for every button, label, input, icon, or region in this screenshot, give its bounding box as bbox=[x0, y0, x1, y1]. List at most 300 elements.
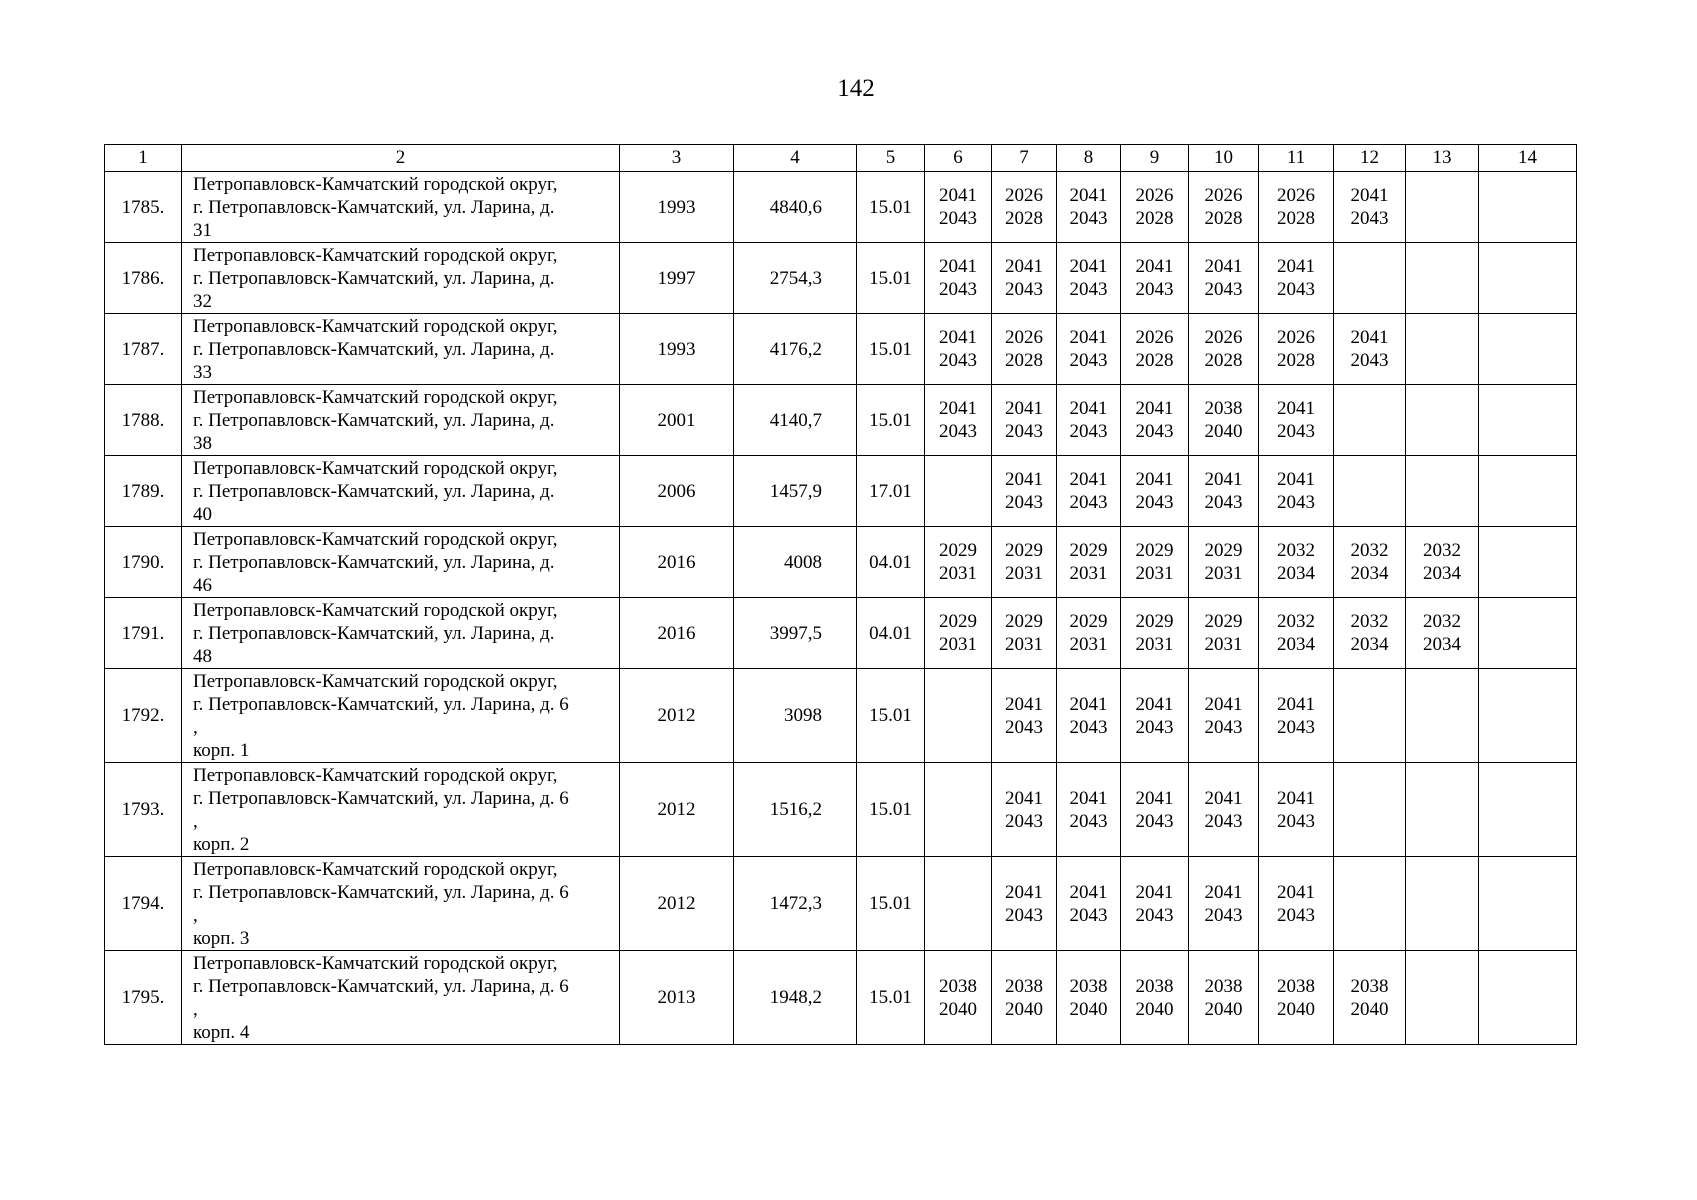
work-period-cell bbox=[1189, 763, 1259, 857]
column-number-header: 2 bbox=[182, 145, 620, 172]
period-year: 2032 bbox=[1277, 611, 1315, 632]
work-period-cell bbox=[1057, 951, 1121, 1045]
period-year: 2041 bbox=[1135, 881, 1174, 903]
period-year: 2043 bbox=[1204, 279, 1243, 300]
period-year: 2043 bbox=[1069, 904, 1108, 926]
period-year: 2043 bbox=[1135, 904, 1174, 926]
address-line: 48 bbox=[193, 645, 212, 667]
address-cell bbox=[182, 763, 620, 857]
address-line: г. Петропавловск-Камчатский, ул. Ларина, д. bbox=[193, 196, 555, 218]
work-period-cell bbox=[1057, 857, 1121, 951]
period-year: 2043 bbox=[1005, 421, 1043, 442]
work-period-cell bbox=[1479, 456, 1577, 527]
construction-year-cell: 2006 bbox=[620, 456, 734, 527]
work-period-cell bbox=[1259, 172, 1334, 243]
address-line: г. Петропавловск-Камчатский, ул. Ларина, д. 6 bbox=[193, 881, 569, 903]
period-year: 2043 bbox=[939, 350, 977, 371]
work-period-cell bbox=[1189, 951, 1259, 1045]
row-number-cell: 1794. bbox=[105, 857, 182, 951]
period-year: 2038 bbox=[1350, 975, 1389, 997]
work-code-cell: 04.01 bbox=[857, 527, 925, 598]
work-period-cell bbox=[1121, 243, 1189, 314]
period-year: 2043 bbox=[1277, 492, 1315, 513]
address-line: г. Петропавловск-Камчатский, ул. Ларина, д. bbox=[193, 480, 555, 502]
address-line: г. Петропавловск-Камчатский, ул. Ларина, д. 6 bbox=[193, 787, 569, 809]
work-period-cell bbox=[1189, 857, 1259, 951]
work-code-cell: 15.01 bbox=[857, 763, 925, 857]
period-year: 2040 bbox=[1069, 998, 1108, 1020]
period-year: 2043 bbox=[1069, 810, 1108, 832]
address-line: корп. 2 bbox=[193, 833, 250, 855]
period-year: 2043 bbox=[939, 208, 977, 229]
work-period-cell bbox=[925, 456, 992, 527]
work-period-cell bbox=[992, 527, 1057, 598]
period-year: 2032 bbox=[1423, 611, 1461, 632]
period-year: 2043 bbox=[1069, 208, 1108, 229]
period-year: 2043 bbox=[1277, 716, 1315, 738]
address-line: Петропавловск-Камчатский городской округ, bbox=[193, 244, 558, 266]
period-year: 2041 bbox=[939, 398, 977, 419]
work-period-cell bbox=[1259, 951, 1334, 1045]
period-year: 2034 bbox=[1350, 563, 1389, 584]
address-line: , bbox=[193, 904, 198, 926]
period-year: 2043 bbox=[1135, 716, 1174, 738]
period-year: 2041 bbox=[1135, 469, 1174, 490]
period-year: 2041 bbox=[1204, 881, 1243, 903]
period-year: 2031 bbox=[1204, 634, 1243, 655]
construction-year-cell: 2012 bbox=[620, 857, 734, 951]
area-cell: 4008 bbox=[734, 527, 857, 598]
column-number-row bbox=[105, 145, 1577, 172]
address-line: корп. 4 bbox=[193, 1021, 250, 1043]
area-cell: 3997,5 bbox=[734, 598, 857, 669]
period-year: 2043 bbox=[1204, 492, 1243, 513]
period-year: 2043 bbox=[1005, 492, 1043, 513]
page-number: 142 bbox=[837, 75, 875, 102]
housing-register-table bbox=[104, 144, 1577, 1045]
work-period-cell bbox=[1057, 598, 1121, 669]
work-period-cell bbox=[1259, 527, 1334, 598]
period-year: 2029 bbox=[939, 540, 977, 561]
area-cell: 1948,2 bbox=[734, 951, 857, 1045]
work-period-cell bbox=[1189, 456, 1259, 527]
address-line: Петропавловск-Камчатский городской округ, bbox=[193, 599, 558, 621]
period-year: 2040 bbox=[1277, 998, 1315, 1020]
address-line: г. Петропавловск-Камчатский, ул. Ларина, д. 6 bbox=[193, 975, 569, 997]
work-code-cell: 04.01 bbox=[857, 598, 925, 669]
work-period-cell bbox=[1406, 527, 1479, 598]
table-row bbox=[105, 951, 1577, 1045]
period-year: 2026 bbox=[1005, 327, 1043, 348]
work-period-cell bbox=[992, 172, 1057, 243]
work-period-cell bbox=[925, 857, 992, 951]
period-year: 2029 bbox=[1204, 540, 1243, 561]
work-period-cell bbox=[1334, 598, 1406, 669]
work-period-cell bbox=[1121, 598, 1189, 669]
work-period-cell bbox=[1406, 314, 1479, 385]
work-period-cell bbox=[1334, 857, 1406, 951]
address-cell bbox=[182, 669, 620, 763]
work-period-cell bbox=[1479, 385, 1577, 456]
address-line: Петропавловск-Камчатский городской округ, bbox=[193, 952, 558, 974]
period-year: 2041 bbox=[1277, 693, 1315, 715]
table-row bbox=[105, 598, 1577, 669]
work-period-cell bbox=[925, 314, 992, 385]
period-year: 2041 bbox=[1069, 398, 1108, 419]
period-year: 2029 bbox=[1005, 540, 1043, 561]
row-number-cell: 1785. bbox=[105, 172, 182, 243]
period-year: 2043 bbox=[1005, 279, 1043, 300]
column-number-header: 4 bbox=[734, 145, 857, 172]
work-period-cell bbox=[992, 763, 1057, 857]
work-period-cell bbox=[1479, 527, 1577, 598]
period-year: 2031 bbox=[1005, 634, 1043, 655]
period-year: 2038 bbox=[1204, 398, 1243, 419]
area-cell: 4140,7 bbox=[734, 385, 857, 456]
period-year: 2043 bbox=[1277, 279, 1315, 300]
work-period-cell bbox=[1057, 314, 1121, 385]
period-year: 2043 bbox=[1005, 810, 1043, 832]
period-year: 2043 bbox=[1135, 421, 1174, 442]
period-year: 2041 bbox=[1069, 327, 1108, 348]
work-period-cell bbox=[925, 598, 992, 669]
period-year: 2041 bbox=[1005, 881, 1043, 903]
address-cell bbox=[182, 527, 620, 598]
address-line: г. Петропавловск-Камчатский, ул. Ларина, д. bbox=[193, 622, 555, 644]
construction-year-cell: 1993 bbox=[620, 172, 734, 243]
work-period-cell bbox=[1259, 456, 1334, 527]
row-number-cell: 1789. bbox=[105, 456, 182, 527]
column-number-header: 10 bbox=[1189, 145, 1259, 172]
period-year: 2028 bbox=[1005, 350, 1043, 371]
period-year: 2041 bbox=[1135, 787, 1174, 809]
period-year: 2028 bbox=[1277, 208, 1315, 229]
work-period-cell bbox=[925, 951, 992, 1045]
period-year: 2041 bbox=[1277, 881, 1315, 903]
address-line: Петропавловск-Камчатский городской округ, bbox=[193, 173, 558, 195]
period-year: 2029 bbox=[1204, 611, 1243, 632]
period-year: 2043 bbox=[1005, 904, 1043, 926]
column-number-header: 7 bbox=[992, 145, 1057, 172]
period-year: 2043 bbox=[1204, 810, 1243, 832]
work-period-cell bbox=[1259, 314, 1334, 385]
area-cell: 3098 bbox=[734, 669, 857, 763]
work-period-cell bbox=[1057, 669, 1121, 763]
work-period-cell bbox=[1479, 172, 1577, 243]
period-year: 2034 bbox=[1423, 563, 1461, 584]
table-row bbox=[105, 172, 1577, 243]
period-year: 2041 bbox=[1005, 256, 1043, 277]
period-year: 2028 bbox=[1204, 350, 1243, 371]
work-period-cell bbox=[1334, 951, 1406, 1045]
work-period-cell bbox=[1189, 172, 1259, 243]
period-year: 2041 bbox=[1204, 787, 1243, 809]
period-year: 2026 bbox=[1277, 185, 1315, 206]
work-period-cell bbox=[992, 951, 1057, 1045]
row-number-cell: 1790. bbox=[105, 527, 182, 598]
period-year: 2041 bbox=[1005, 398, 1043, 419]
address-line: г. Петропавловск-Камчатский, ул. Ларина, д. bbox=[193, 338, 555, 360]
period-year: 2041 bbox=[1135, 256, 1174, 277]
work-code-cell: 17.01 bbox=[857, 456, 925, 527]
work-period-cell bbox=[1121, 456, 1189, 527]
address-cell bbox=[182, 951, 620, 1045]
period-year: 2040 bbox=[1204, 998, 1243, 1020]
work-period-cell bbox=[1334, 314, 1406, 385]
period-year: 2041 bbox=[1277, 469, 1315, 490]
period-year: 2043 bbox=[1277, 904, 1315, 926]
row-number-cell: 1787. bbox=[105, 314, 182, 385]
work-period-cell bbox=[1121, 385, 1189, 456]
table-row bbox=[105, 763, 1577, 857]
work-code-cell: 15.01 bbox=[857, 172, 925, 243]
work-code-cell: 15.01 bbox=[857, 385, 925, 456]
period-year: 2041 bbox=[1005, 469, 1043, 490]
period-year: 2028 bbox=[1135, 350, 1174, 371]
work-period-cell bbox=[1057, 172, 1121, 243]
period-year: 2031 bbox=[939, 634, 977, 655]
table-row bbox=[105, 857, 1577, 951]
address-line: г. Петропавловск-Камчатский, ул. Ларина, д. bbox=[193, 551, 555, 573]
work-period-cell bbox=[1406, 598, 1479, 669]
work-period-cell bbox=[1406, 172, 1479, 243]
row-number-cell: 1786. bbox=[105, 243, 182, 314]
construction-year-cell: 2013 bbox=[620, 951, 734, 1045]
period-year: 2041 bbox=[1277, 787, 1315, 809]
work-period-cell bbox=[1121, 951, 1189, 1045]
work-period-cell bbox=[1121, 172, 1189, 243]
period-year: 2026 bbox=[1204, 327, 1243, 348]
period-year: 2038 bbox=[1135, 975, 1174, 997]
construction-year-cell: 2012 bbox=[620, 669, 734, 763]
work-period-cell bbox=[1121, 763, 1189, 857]
work-period-cell bbox=[1057, 456, 1121, 527]
period-year: 2041 bbox=[939, 256, 977, 277]
table-row bbox=[105, 527, 1577, 598]
area-cell: 1516,2 bbox=[734, 763, 857, 857]
table-row bbox=[105, 456, 1577, 527]
period-year: 2038 bbox=[1204, 975, 1243, 997]
period-year: 2041 bbox=[1135, 693, 1174, 715]
address-line: 33 bbox=[193, 361, 212, 383]
period-year: 2026 bbox=[1277, 327, 1315, 348]
work-code-cell: 15.01 bbox=[857, 314, 925, 385]
period-year: 2043 bbox=[1069, 716, 1108, 738]
address-line: , bbox=[193, 810, 198, 832]
work-period-cell bbox=[1406, 951, 1479, 1045]
work-period-cell bbox=[1479, 598, 1577, 669]
address-cell bbox=[182, 857, 620, 951]
row-number-cell: 1793. bbox=[105, 763, 182, 857]
work-period-cell bbox=[1259, 243, 1334, 314]
period-year: 2040 bbox=[1005, 998, 1043, 1020]
work-period-cell bbox=[992, 243, 1057, 314]
address-line: Петропавловск-Камчатский городской округ, bbox=[193, 764, 558, 786]
address-cell bbox=[182, 598, 620, 669]
period-year: 2029 bbox=[939, 611, 977, 632]
period-year: 2029 bbox=[1135, 611, 1174, 632]
table-row bbox=[105, 243, 1577, 314]
work-period-cell bbox=[1189, 385, 1259, 456]
work-period-cell bbox=[1189, 527, 1259, 598]
address-line: Петропавловск-Камчатский городской округ, bbox=[193, 858, 558, 880]
work-period-cell bbox=[925, 243, 992, 314]
period-year: 2031 bbox=[1135, 563, 1174, 584]
work-period-cell bbox=[1189, 243, 1259, 314]
address-line: г. Петропавловск-Камчатский, ул. Ларина, д. bbox=[193, 267, 555, 289]
period-year: 2041 bbox=[1135, 398, 1174, 419]
work-period-cell bbox=[1189, 598, 1259, 669]
work-period-cell bbox=[1334, 456, 1406, 527]
column-number-header: 9 bbox=[1121, 145, 1189, 172]
period-year: 2041 bbox=[1005, 693, 1043, 715]
construction-year-cell: 2012 bbox=[620, 763, 734, 857]
period-year: 2032 bbox=[1350, 611, 1389, 632]
work-code-cell: 15.01 bbox=[857, 669, 925, 763]
address-cell bbox=[182, 314, 620, 385]
work-period-cell bbox=[925, 527, 992, 598]
area-cell: 4840,6 bbox=[734, 172, 857, 243]
table-row bbox=[105, 385, 1577, 456]
work-period-cell bbox=[925, 763, 992, 857]
period-year: 2043 bbox=[939, 279, 977, 300]
work-period-cell bbox=[1189, 669, 1259, 763]
period-year: 2041 bbox=[1350, 185, 1389, 206]
address-line: г. Петропавловск-Камчатский, ул. Ларина, д. 6 bbox=[193, 693, 569, 715]
address-line: 32 bbox=[193, 290, 212, 312]
work-period-cell bbox=[1406, 385, 1479, 456]
period-year: 2041 bbox=[1069, 787, 1108, 809]
row-number-cell: 1788. bbox=[105, 385, 182, 456]
construction-year-cell: 2016 bbox=[620, 527, 734, 598]
period-year: 2034 bbox=[1350, 634, 1389, 655]
work-period-cell bbox=[1259, 857, 1334, 951]
period-year: 2034 bbox=[1277, 563, 1315, 584]
work-period-cell bbox=[1259, 385, 1334, 456]
construction-year-cell: 1993 bbox=[620, 314, 734, 385]
period-year: 2026 bbox=[1135, 327, 1174, 348]
period-year: 2031 bbox=[1204, 563, 1243, 584]
work-period-cell bbox=[1479, 314, 1577, 385]
period-year: 2038 bbox=[1277, 975, 1315, 997]
period-year: 2028 bbox=[1135, 208, 1174, 229]
address-cell bbox=[182, 243, 620, 314]
period-year: 2041 bbox=[1069, 693, 1108, 715]
row-number-cell: 1791. bbox=[105, 598, 182, 669]
work-code-cell: 15.01 bbox=[857, 857, 925, 951]
work-period-cell bbox=[1057, 527, 1121, 598]
work-period-cell bbox=[1121, 527, 1189, 598]
period-year: 2041 bbox=[1204, 469, 1243, 490]
period-year: 2043 bbox=[1069, 350, 1108, 371]
table-row bbox=[105, 314, 1577, 385]
period-year: 2041 bbox=[1069, 256, 1108, 277]
address-line: корп. 3 bbox=[193, 927, 250, 949]
work-period-cell bbox=[1334, 172, 1406, 243]
work-period-cell bbox=[1334, 243, 1406, 314]
period-year: 2041 bbox=[1350, 327, 1389, 348]
work-period-cell bbox=[1259, 598, 1334, 669]
period-year: 2043 bbox=[1069, 492, 1108, 513]
row-number-cell: 1792. bbox=[105, 669, 182, 763]
address-cell bbox=[182, 385, 620, 456]
period-year: 2034 bbox=[1423, 634, 1461, 655]
period-year: 2031 bbox=[1005, 563, 1043, 584]
period-year: 2031 bbox=[939, 563, 977, 584]
work-period-cell bbox=[992, 314, 1057, 385]
period-year: 2043 bbox=[939, 421, 977, 442]
work-period-cell bbox=[1121, 314, 1189, 385]
period-year: 2043 bbox=[1350, 208, 1389, 229]
period-year: 2032 bbox=[1277, 540, 1315, 561]
period-year: 2029 bbox=[1005, 611, 1043, 632]
period-year: 2041 bbox=[939, 327, 977, 348]
work-period-cell bbox=[1057, 763, 1121, 857]
period-year: 2043 bbox=[1350, 350, 1389, 371]
period-year: 2031 bbox=[1135, 634, 1174, 655]
address-line: корп. 1 bbox=[193, 739, 250, 761]
work-period-cell bbox=[1479, 669, 1577, 763]
period-year: 2028 bbox=[1204, 208, 1243, 229]
work-period-cell bbox=[1259, 763, 1334, 857]
period-year: 2038 bbox=[1005, 975, 1043, 997]
work-period-cell bbox=[992, 669, 1057, 763]
area-cell: 1457,9 bbox=[734, 456, 857, 527]
period-year: 2026 bbox=[1204, 185, 1243, 206]
period-year: 2040 bbox=[1204, 421, 1243, 442]
period-year: 2029 bbox=[1069, 611, 1108, 632]
column-number-header: 5 bbox=[857, 145, 925, 172]
work-period-cell bbox=[925, 172, 992, 243]
address-cell bbox=[182, 456, 620, 527]
column-number-header: 13 bbox=[1406, 145, 1479, 172]
period-year: 2038 bbox=[1069, 975, 1108, 997]
work-period-cell bbox=[1406, 243, 1479, 314]
address-cell bbox=[182, 172, 620, 243]
period-year: 2031 bbox=[1069, 634, 1108, 655]
work-period-cell bbox=[1406, 456, 1479, 527]
column-number-header: 11 bbox=[1259, 145, 1334, 172]
table-row bbox=[105, 669, 1577, 763]
work-period-cell bbox=[1334, 385, 1406, 456]
period-year: 2043 bbox=[1069, 279, 1108, 300]
address-line: Петропавловск-Камчатский городской округ, bbox=[193, 315, 558, 337]
column-number-header: 3 bbox=[620, 145, 734, 172]
address-line: 38 bbox=[193, 432, 212, 454]
address-line: Петропавловск-Камчатский городской округ, bbox=[193, 386, 558, 408]
work-code-cell: 15.01 bbox=[857, 951, 925, 1045]
period-year: 2043 bbox=[1204, 716, 1243, 738]
period-year: 2040 bbox=[1135, 998, 1174, 1020]
period-year: 2040 bbox=[939, 998, 977, 1020]
period-year: 2041 bbox=[1005, 787, 1043, 809]
period-year: 2029 bbox=[1135, 540, 1174, 561]
area-cell: 4176,2 bbox=[734, 314, 857, 385]
work-period-cell bbox=[1121, 857, 1189, 951]
period-year: 2028 bbox=[1005, 208, 1043, 229]
work-period-cell bbox=[1479, 763, 1577, 857]
work-period-cell bbox=[1406, 857, 1479, 951]
work-period-cell bbox=[992, 857, 1057, 951]
period-year: 2026 bbox=[1135, 185, 1174, 206]
work-period-cell bbox=[992, 456, 1057, 527]
address-line: Петропавловск-Камчатский городской округ, bbox=[193, 670, 558, 692]
address-line: Петропавловск-Камчатский городской округ, bbox=[193, 528, 558, 550]
address-line: 31 bbox=[193, 219, 212, 241]
address-line: г. Петропавловск-Камчатский, ул. Ларина, д. bbox=[193, 409, 555, 431]
period-year: 2043 bbox=[1204, 904, 1243, 926]
period-year: 2043 bbox=[1277, 810, 1315, 832]
